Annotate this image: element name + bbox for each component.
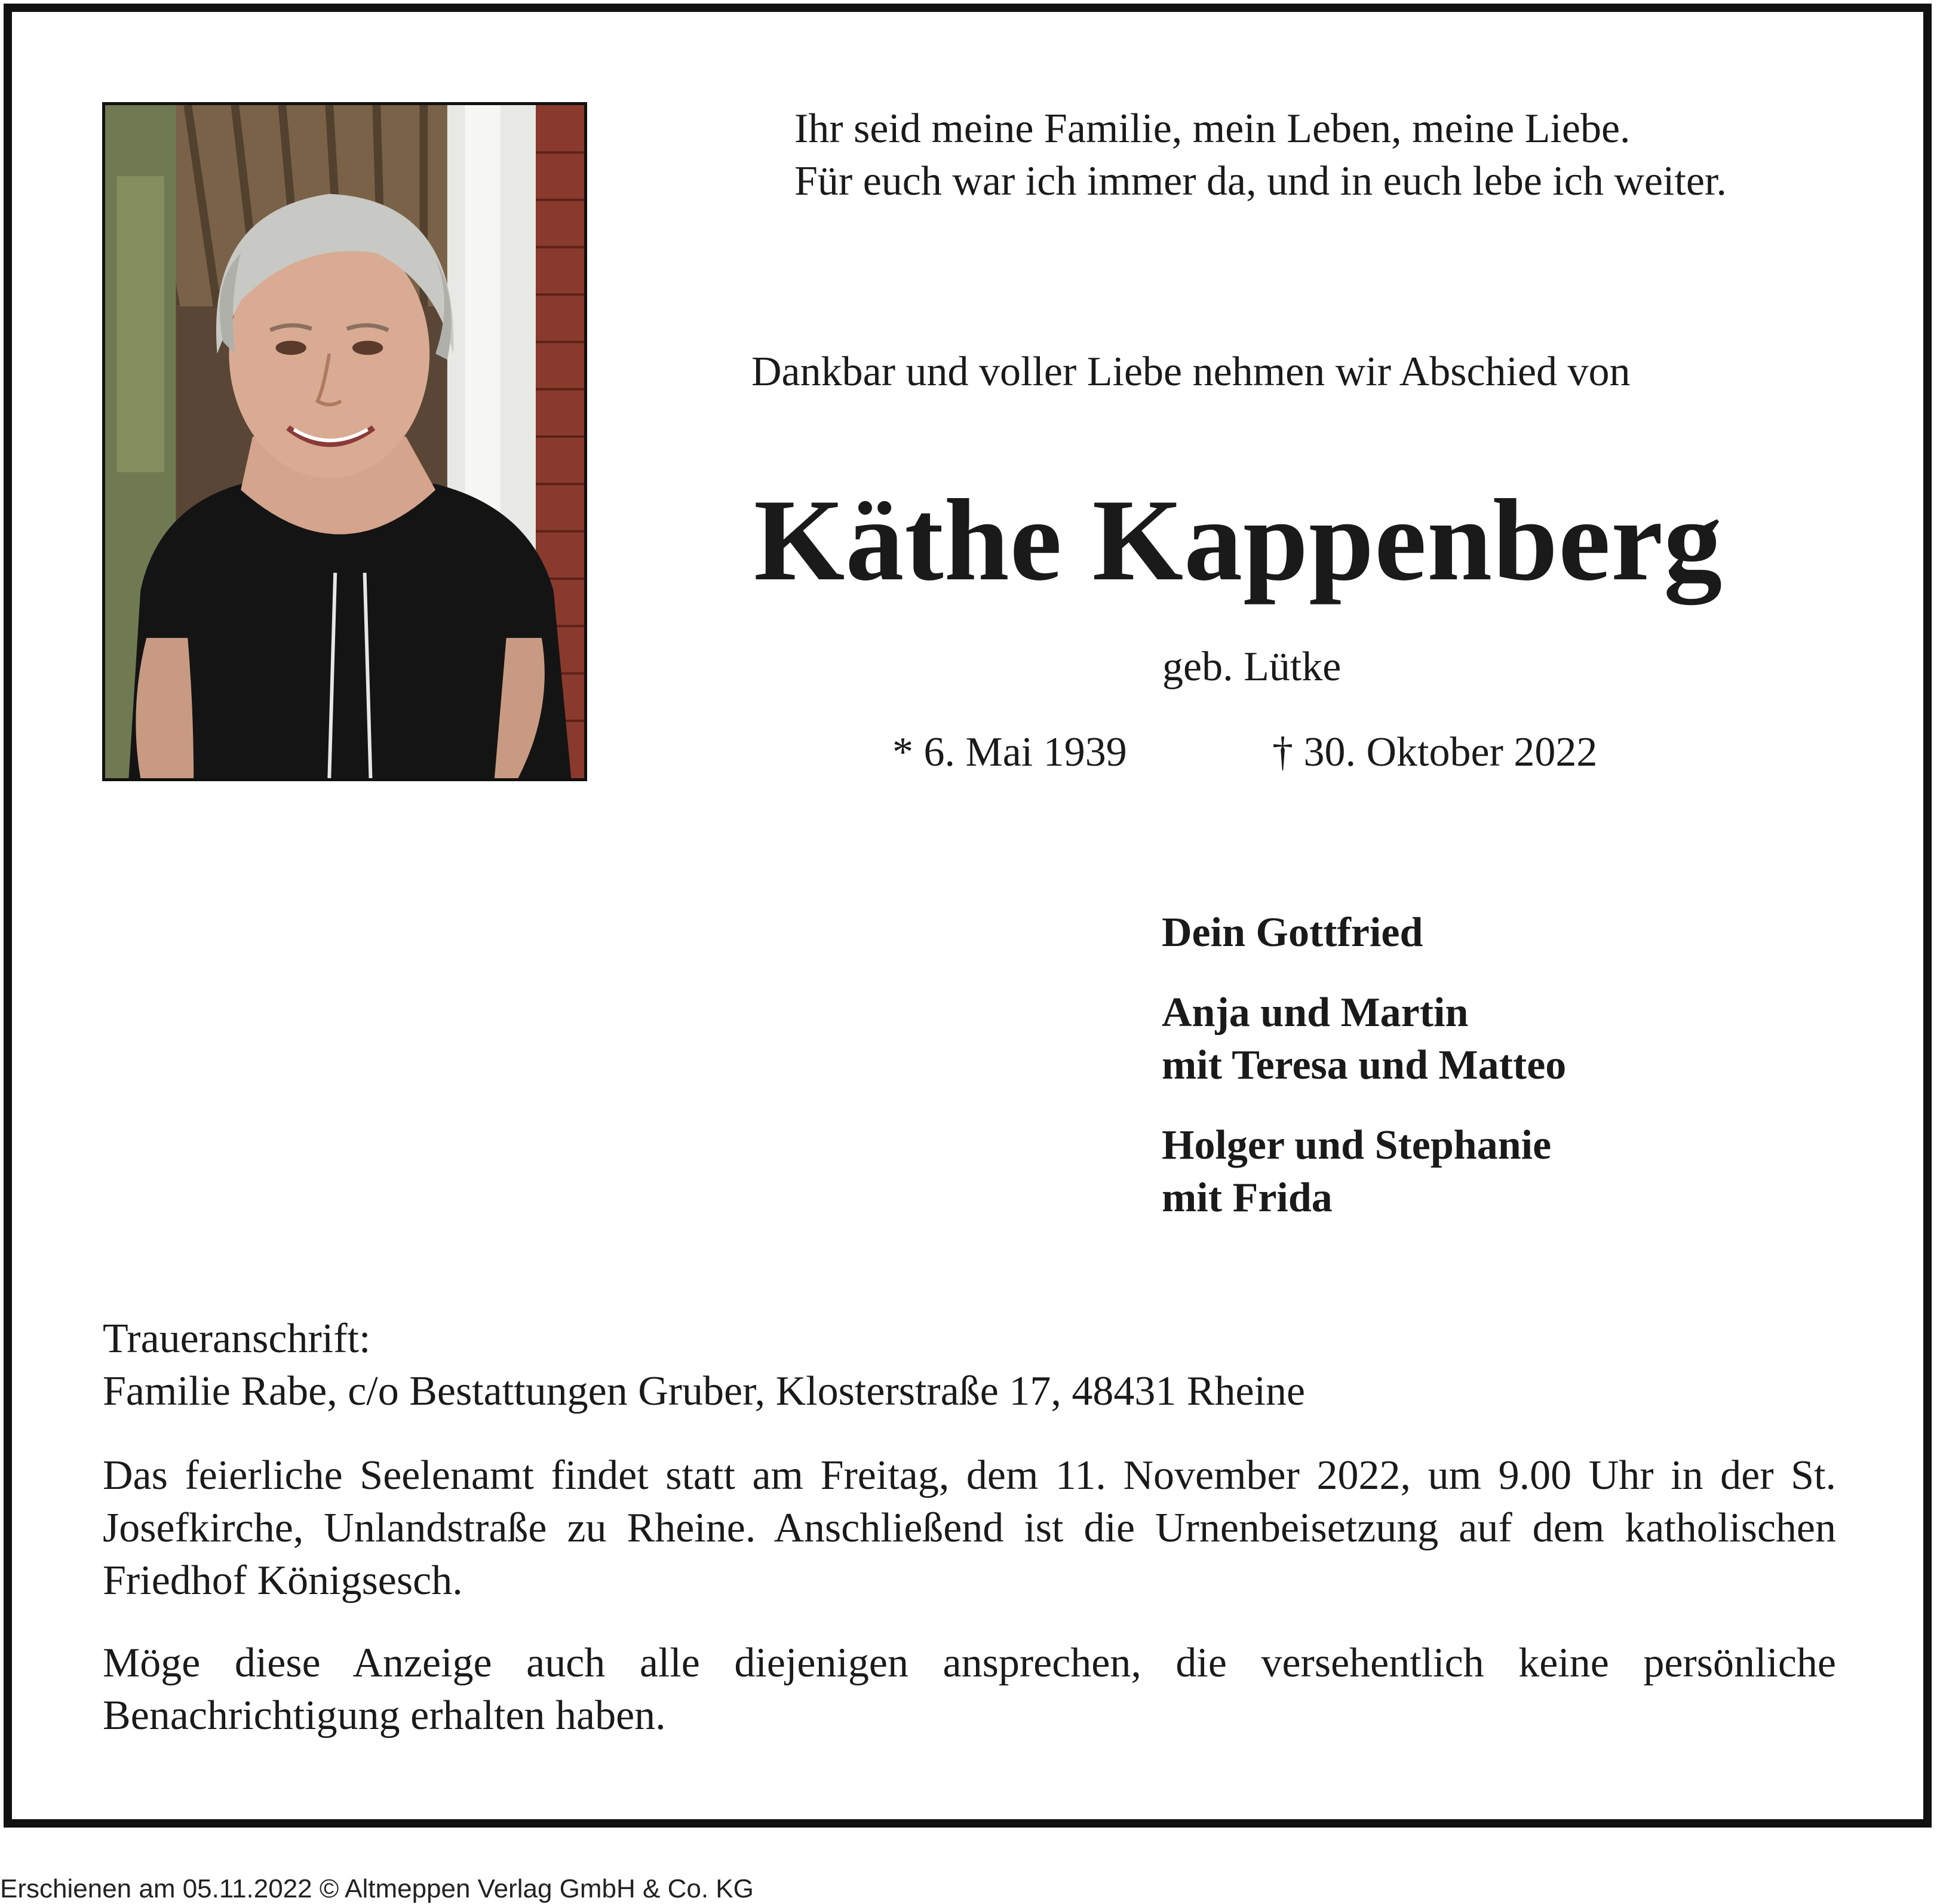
address-text: Familie Rabe, c/o Bestattungen Gruber, Klosterstraße 17, 48431 Rheine — [103, 1368, 1306, 1414]
mourner-line: Holger und Stephanie — [1162, 1122, 1552, 1168]
service-details: Das feierliche Seelenamt findet statt am Freitag, dem 11. November 2022, um 9.00 Uhr in der St. Josefkirche, Unlandstraße zu Rheine. Anschließend ist die Urnenbeisetzung auf dem katholischen Friedhof Königsesch. — [103, 1452, 1836, 1604]
motto-verse — [794, 103, 1727, 208]
portrait-photo — [102, 102, 587, 781]
publication-footer: Erschienen am 05.11.2022 © Altmeppen Verlag GmbH & Co. KG — [0, 1874, 754, 1903]
address-label: Traueranschrift: — [103, 1316, 371, 1362]
portrait-illustration — [105, 105, 584, 778]
motto-line: Ihr seid meine Familie, mein Leben, meine Liebe. — [794, 106, 1631, 152]
mourners-list — [1162, 907, 1566, 1252]
death-date: † 30. Oktober 2022 — [1272, 729, 1598, 775]
notice-text: Möge diese Anzeige auch alle diejenigen ansprechen, die versehentlich keine persönliche Benachrichtigung erhalten haben. — [103, 1640, 1836, 1739]
mourner-line: mit Teresa und Matteo — [1162, 1042, 1567, 1088]
mourner-line: Anja und Martin — [1162, 990, 1469, 1036]
birth-date: * 6. Mai 1939 — [892, 729, 1127, 775]
mourner-group — [1162, 987, 1566, 1092]
farewell-intro: Dankbar und voller Liebe nehmen wir Abschied von — [751, 349, 1631, 395]
mourner-group — [1162, 907, 1566, 959]
mourner-line: Dein Gottfried — [1162, 910, 1423, 956]
deceased-name: Käthe Kappenberg — [754, 475, 1723, 605]
maiden-name: geb. Lütke — [1162, 644, 1342, 690]
mourner-line: mit Frida — [1162, 1175, 1333, 1221]
mourner-group — [1162, 1119, 1566, 1224]
motto-line: Für euch war ich immer da, und in euch lebe ich weiter. — [794, 158, 1727, 204]
mourning-address — [103, 1313, 1305, 1418]
